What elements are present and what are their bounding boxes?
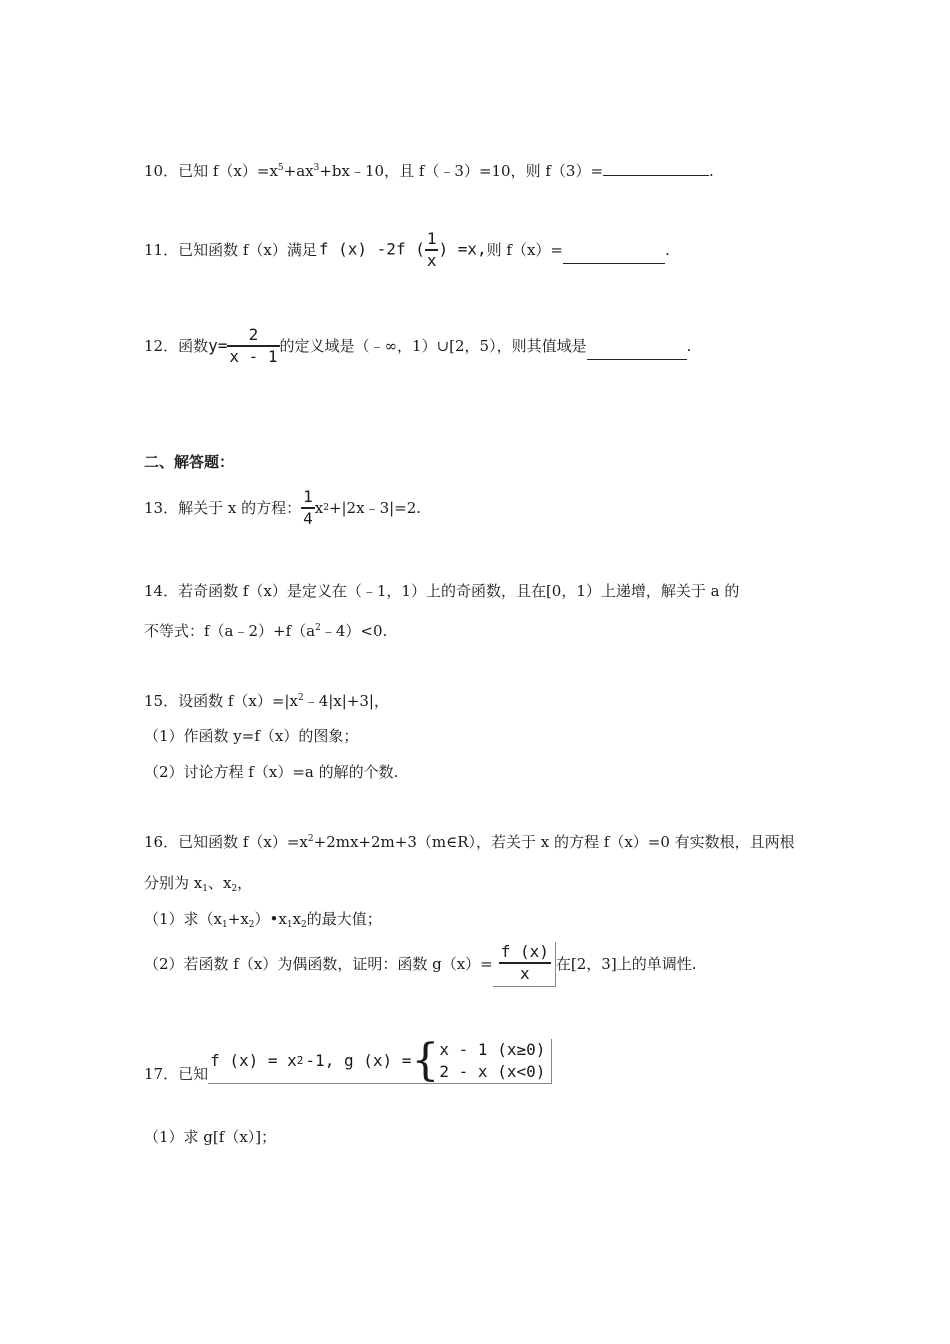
q11-fraction <box>425 229 439 271</box>
question-17 <box>144 1035 552 1087</box>
q16-fraction-numerator: f (x) <box>500 941 549 961</box>
q12-number: 12． <box>144 337 179 355</box>
q11-formula <box>319 229 487 271</box>
q16-text: 的最大值； <box>306 910 382 928</box>
question-10 <box>144 161 714 181</box>
q10-text: 已知 f（x）=x <box>178 162 278 180</box>
question-16-line-2 <box>144 873 252 893</box>
q16-subscript: 1 <box>286 920 293 930</box>
q10-period: . <box>709 162 714 180</box>
q15-exponent: 2 <box>297 693 304 703</box>
q15-text: ﹣4|x|+3|， <box>303 692 389 710</box>
q16-subscript: 2 <box>231 884 238 894</box>
q11-text: 已知函数 f（x）满足 <box>178 241 317 259</box>
q11-period: . <box>665 241 670 259</box>
q14-exponent: 2 <box>315 623 321 633</box>
q12-fraction-denominator: x - 1 <box>229 347 278 366</box>
q14-text: ﹣4）<0. <box>320 622 388 640</box>
q13-fraction-numerator: 1 <box>303 487 313 506</box>
q16-subscript: 1 <box>222 920 228 930</box>
q11-fraction-numerator: 1 <box>426 229 437 248</box>
q12-answer-blank[interactable] <box>587 345 687 360</box>
q11-formula-left: f (x) -2f ( <box>318 239 425 259</box>
question-15 <box>144 691 389 711</box>
q12-fraction-numerator: 2 <box>248 325 259 344</box>
q16-text: 在[2，3]上的单调性. <box>555 955 697 973</box>
q16-text: 分别为 x <box>144 874 203 892</box>
q16-text: 、x <box>207 874 232 892</box>
q12-fraction <box>227 325 279 367</box>
q16-text: ， <box>237 874 253 892</box>
q11-text: 则 f（x）= <box>486 241 564 259</box>
q16-text: 16．已知函数 f（x）=x <box>144 833 308 851</box>
q17-formula-f: f (x) = x <box>210 1050 297 1070</box>
q15-part-1: （1）作函数 y=f（x）的图象； <box>144 727 359 745</box>
q13-number: 13． <box>144 499 179 517</box>
q16-fraction <box>493 942 556 987</box>
q10-number: 10． <box>144 162 179 180</box>
q16-subscript: 1 <box>202 884 208 894</box>
q15-text: 15．设函数 f（x）=|x <box>144 692 298 710</box>
q16-text: x <box>292 910 302 928</box>
q11-fraction-denominator: x <box>426 251 437 270</box>
q17-cases <box>439 1039 545 1083</box>
question-14-line-2 <box>144 621 387 641</box>
q16-text: （2）若函数 f（x）为偶函数，证明：函数 g（x）= <box>144 955 493 973</box>
q10-text: +ax <box>283 162 314 180</box>
q16-text: +x <box>227 910 249 928</box>
q16-part-1 <box>144 909 382 929</box>
q16-text: （1）求（x <box>144 910 223 928</box>
q13-text: x <box>314 499 324 517</box>
q17-brace: { <box>411 1034 440 1086</box>
q16-subscript: 2 <box>248 920 255 930</box>
q13-fraction <box>301 487 315 529</box>
q13-fraction-denominator: 4 <box>303 509 313 528</box>
question-14-line-1: 14．若奇函数 f（x）是定义在（﹣1，1）上的奇函数，且在[0，1）上递增，解关于 a 的 <box>144 582 740 600</box>
q16-subscript: 2 <box>301 920 307 930</box>
q12-text: 的定义域是（﹣∞，1）∪[2，5），则其值域是 <box>279 337 587 355</box>
section-heading: 二、解答题： <box>144 453 235 471</box>
q17-case-1: x - 1 (x≥0) <box>439 1039 546 1059</box>
q12-period: . <box>686 337 692 355</box>
q10-exponent: 5 <box>277 163 284 173</box>
q17-part-1: （1）求 g[f（x）]； <box>144 1128 277 1146</box>
q13-text: +|2x﹣3|=2. <box>328 499 422 517</box>
q16-text: +2mx+2m+3（m∈R），若关于 x 的方程 f（x）=0 有实数根，且两根 <box>313 833 795 851</box>
q16-part-2 <box>144 940 696 988</box>
q17-formula-g: -1, g (x) = <box>305 1050 412 1070</box>
q17-number: 17．已知 <box>144 1065 209 1083</box>
q16-exponent: 2 <box>307 834 314 844</box>
q11-formula-right: ) =x, <box>438 239 487 259</box>
question-13: 13． 解关于 x 的方程： $\frac{1}{4}$ x 2 +|2x﹣3|=2. <box>144 487 422 528</box>
q10-text: +bx﹣10，且 f（﹣3）=10，则 f（3）= <box>319 162 604 180</box>
q15-part-2: （2）讨论方程 f（x）=a 的解的个数. <box>144 763 399 781</box>
q17-case-2: 2 - x (x<0) <box>439 1061 546 1081</box>
q16-fraction-denominator: x <box>520 963 530 983</box>
q12-y-equals: y= <box>208 336 228 355</box>
q11-answer-blank[interactable] <box>563 249 665 264</box>
q10-answer-blank[interactable] <box>603 161 709 176</box>
q14-text: 不等式：f（a﹣2）+f（a <box>144 622 316 640</box>
q16-text: ）•x <box>254 910 287 928</box>
q17-formula: f (x) = x 2 -1, g (x) = { x - 1 (x≥0) 2 - x (x<0) <box>208 1039 552 1084</box>
q12-text: 函数 <box>178 337 209 355</box>
q13-text: 解关于 x 的方程： <box>178 499 302 517</box>
q11-number: 11． <box>144 241 179 259</box>
q10-exponent: 3 <box>313 163 320 173</box>
question-16 <box>144 832 795 852</box>
question-12 <box>144 322 691 370</box>
question-11 <box>144 228 670 272</box>
